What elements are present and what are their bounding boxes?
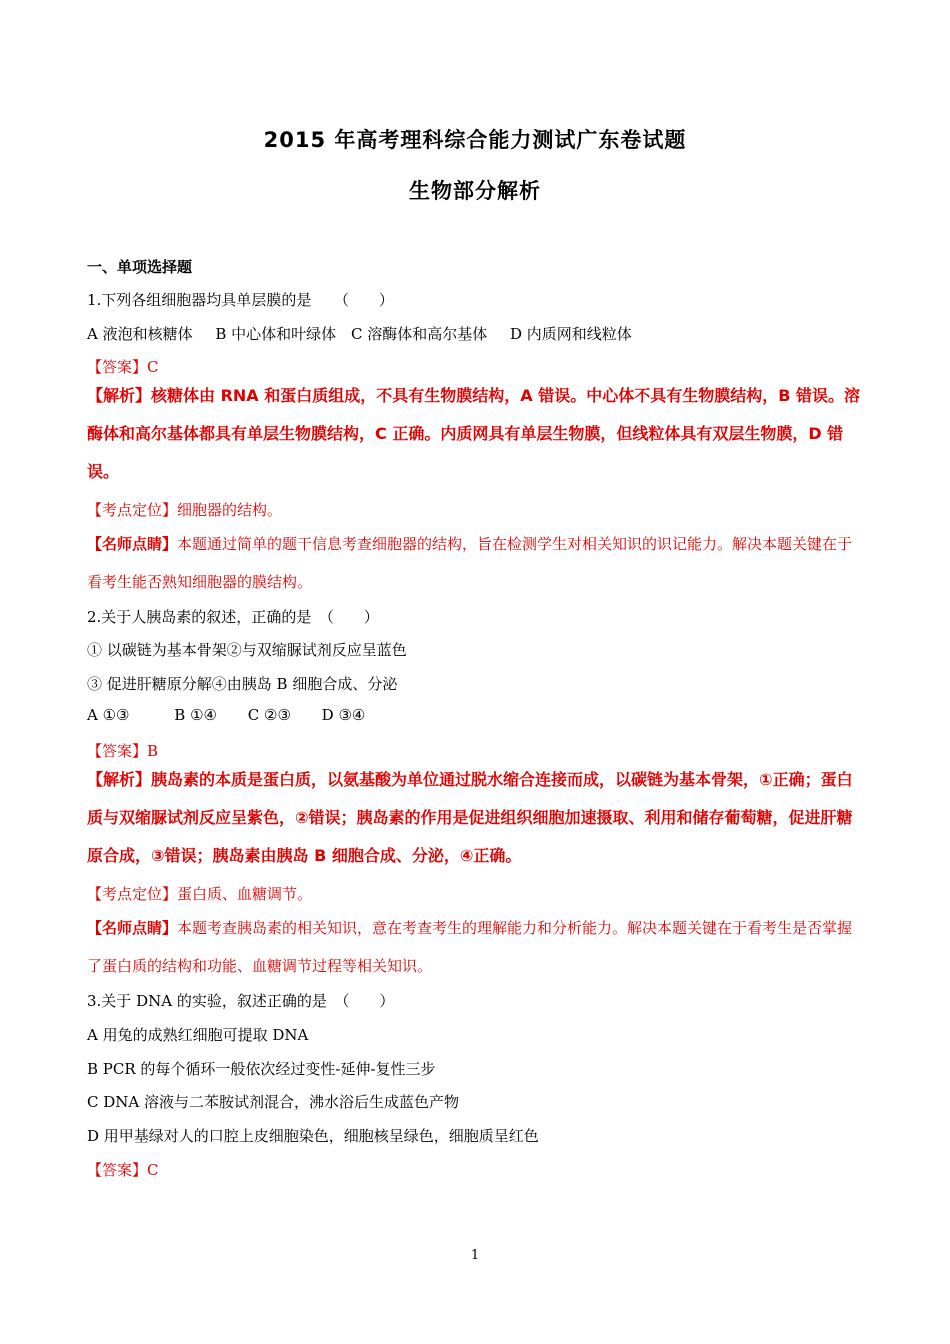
q1-analysis — [87, 377, 867, 491]
q1-option-b: B 中心体和叶绿体 — [215, 325, 337, 343]
q3-answer — [87, 1159, 159, 1180]
section-heading: 一、单项选择题 — [87, 258, 193, 276]
tip-text: 本题通过简单的题干信息考查细胞器的结构，旨在检测学生对相关知识的识记能力。解决本题关键在于看考生能否熟知细胞器的膜结构。 — [87, 535, 853, 591]
q2-stem: 2.关于人胰岛素的叙述，正确的是 （ ） — [87, 608, 379, 626]
analysis-text: 核糖体由 RNA 和蛋白质组成，不具有生物膜结构，A 错误。中心体不具有生物膜结构，B 错误。溶酶体和高尔基体都具有单层生物膜结构，C 正确。内质网具有单层生物膜，但线粒体具有双层生物膜，D 错误。 — [87, 386, 860, 481]
answer-value: C — [147, 1161, 159, 1179]
q2-statement-1: ① 以碳链为基本骨架②与双缩脲试剂反应呈蓝色 — [87, 641, 407, 659]
q1-option-d: D 内质网和线粒体 — [510, 325, 632, 343]
q1-option-a: A 液泡和核糖体 — [87, 325, 193, 343]
answer-label: 【答案】 — [87, 1161, 148, 1179]
q1-teacher-tip — [87, 525, 867, 601]
q3-option-b: B PCR 的每个循环一般依次经过变性-延伸-复性三步 — [87, 1060, 436, 1078]
q1-option-c: C 溶酶体和高尔基体 — [350, 325, 488, 343]
q2-teacher-tip — [87, 909, 867, 985]
kp-text: 蛋白质、血糖调节。 — [177, 885, 313, 903]
document-title: 2015 年高考理科综合能力测试广东卷试题 — [263, 128, 687, 152]
q2-option-d: D ③④ — [321, 706, 366, 724]
document-subtitle: 生物部分解析 — [409, 179, 541, 203]
q2-options — [87, 706, 365, 724]
q2-answer — [87, 740, 158, 761]
analysis-text: 胰岛素的本质是蛋白质，以氨基酸为单位通过脱水缩合连接而成，以碳链为基本骨架，①正确；蛋白质与双缩脲试剂反应呈紫色，②错误；胰岛素的作用是促进组织细胞加速摄取、利用和储存葡萄糖，促进肝糖原合成，③错误；胰岛素由胰岛 B 细胞合成、分泌，④正确。 — [87, 770, 853, 865]
q2-analysis — [87, 761, 867, 875]
q2-knowledge-point — [87, 883, 312, 904]
q2-option-b: B ①④ — [174, 706, 217, 724]
answer-value: C — [147, 358, 159, 376]
q2-statement-2: ③ 促进肝糖原分解④由胰岛 B 细胞合成、分泌 — [87, 675, 398, 693]
q3-stem: 3.关于 DNA 的实验，叙述正确的是 （ ） — [87, 992, 395, 1010]
kp-label: 【考点定位】 — [87, 885, 178, 903]
q2-option-a: A ①③ — [87, 706, 130, 724]
answer-label: 【答案】 — [87, 358, 148, 376]
tip-text: 本题考查胰岛素的相关知识，意在考查考生的理解能力和分析能力。解决本题关键在于看考生是否掌握了蛋白质的结构和功能、血糖调节过程等相关知识。 — [87, 919, 853, 975]
q1-stem: 1.下列各组细胞器均具单层膜的是 （ ） — [87, 291, 394, 309]
q3-option-c: C DNA 溶液与二苯胺试剂混合，沸水浴后生成蓝色产物 — [87, 1093, 459, 1111]
answer-value: B — [147, 742, 159, 760]
q3-option-a: A 用兔的成熟红细胞可提取 DNA — [87, 1026, 309, 1044]
answer-label: 【答案】 — [87, 742, 148, 760]
page-number: 1 — [470, 1248, 480, 1263]
q1-options — [87, 323, 632, 344]
tip-label: 【名师点睛】 — [87, 535, 178, 553]
analysis-label: 【解析】 — [87, 386, 152, 405]
tip-label: 【名师点睛】 — [87, 919, 178, 937]
analysis-label: 【解析】 — [87, 770, 152, 789]
q2-option-c: C ②③ — [247, 706, 291, 724]
q1-answer — [87, 356, 159, 377]
kp-text: 细胞器的结构。 — [177, 501, 283, 519]
q1-knowledge-point — [87, 499, 282, 520]
kp-label: 【考点定位】 — [87, 501, 178, 519]
q3-option-d: D 用甲基绿对人的口腔上皮细胞染色，细胞核呈绿色，细胞质呈红色 — [87, 1127, 539, 1145]
